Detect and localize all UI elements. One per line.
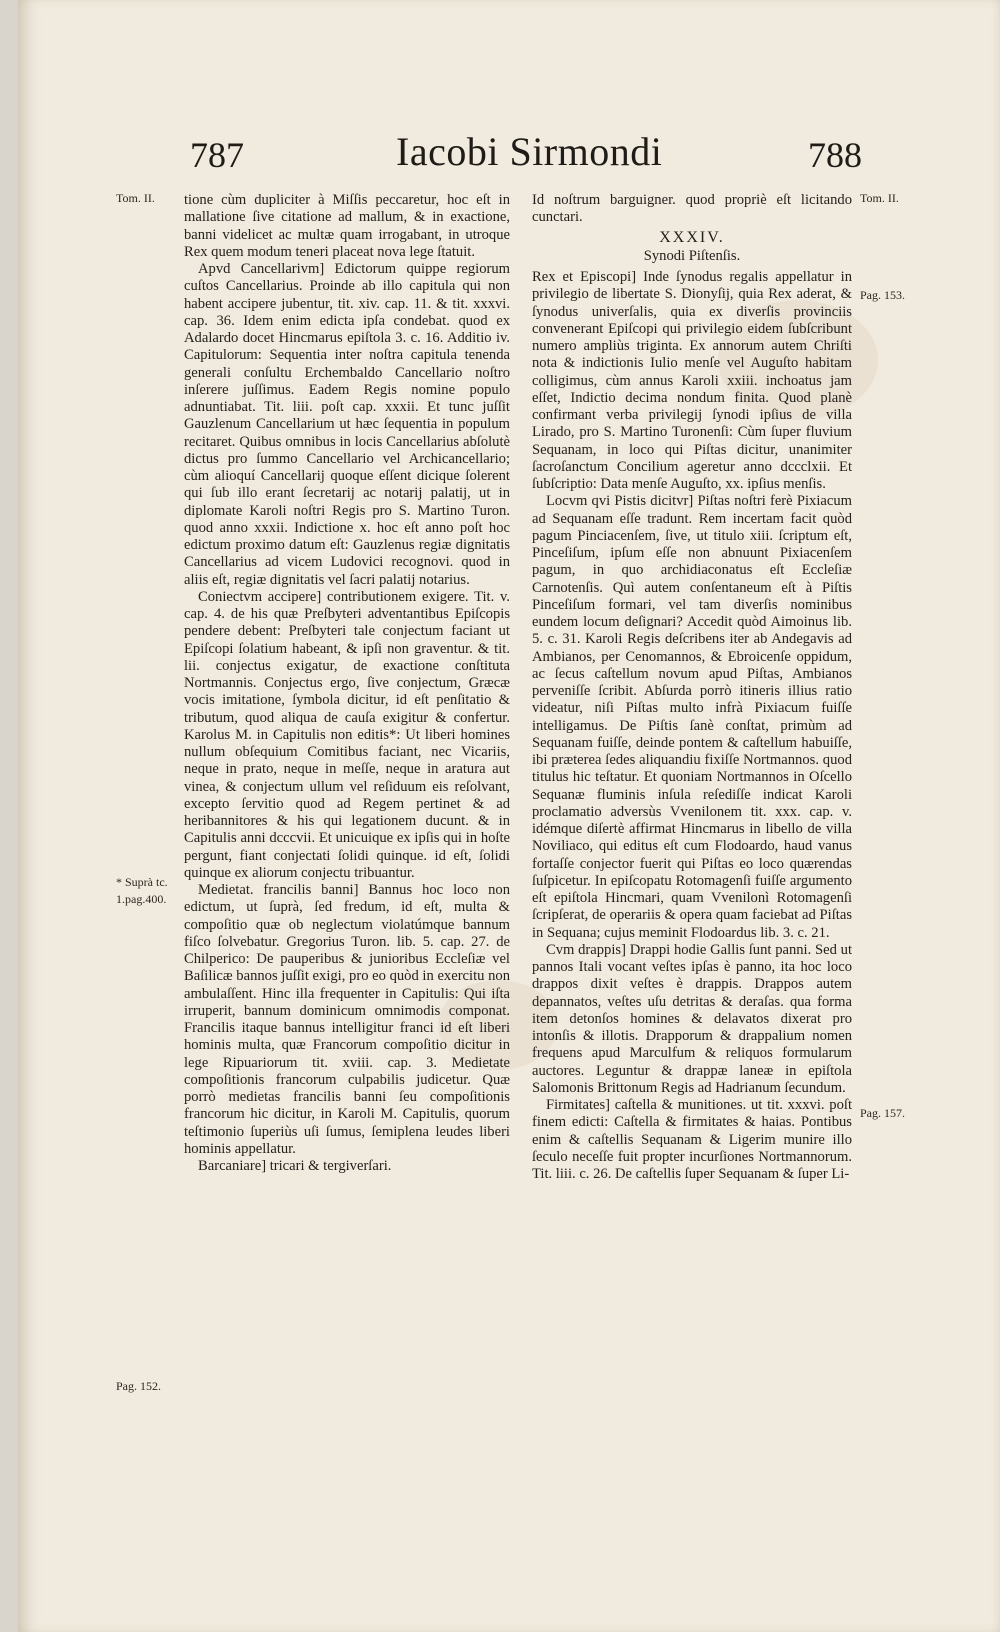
paragraph: Coniectvm accipere] contributionem exigere. Tit. v. cap. 4. de his quæ Preſbyteri adventantibus Epiſcopis pendere debent: Preſbyteri tale conjectum faciant ut Epiſcopi ſolatium habeant, & ipſi non graventur. & tit. lii. conjectus exigatur, de exactione conſtituta Nortmannis. Conjectus ergo, ſive conjectum, Græcæ vocis imitatione, ſymbola dicitur, id eſt penſitatio & tributum, quod aliqua de cauſa exigitur & confertur. Karolus M. in Capitulis non editis*: Ut liberi homines nullum obſequium Comitibus faciant, nec Vicariis, neque in prato, neque in meſſe, neque in aratura aut vinea, & conjectum ullum vel reſiduum eis reſolvant, excepto ſervitio quod ad Regem pertinet & ad heribannitores & his qui legationem ducunt. & in Capitulis anni dcccvii. Et unicuique ex ipſis qui in hoſte pergunt, fiant conjectati ſolidi quinque. id eſt, ſolidi quinque ex aliorum conjectu tribuantur.: [184, 588, 510, 881]
section-heading: Synodi Piſtenſis.: [643, 247, 741, 264]
left-text-column: [184, 192, 510, 1175]
paragraph: Barcaniare] tricari & tergiverſari.: [198, 1158, 392, 1174]
margin-note-tom-left: Tom. II.: [116, 191, 155, 205]
margin-note-supra-line2: 1.pag.400.: [116, 892, 167, 906]
margin-note-tom-right: Tom. II.: [860, 191, 899, 205]
section-number: XXXIV.: [659, 228, 725, 246]
right-text-column: [532, 192, 852, 1183]
margin-note-pag157: Pag. 157.: [860, 1106, 905, 1120]
margin-note-supra-line1: * Suprà tc.: [116, 875, 168, 889]
margin-note-pag153: Pag. 153.: [860, 288, 905, 302]
paragraph: Rex et Episcopi] Inde ſynodus regalis appellatur in privilegio de libertate S. Dionyſij, quia Rex aderat, & ſynodus univerſalis, quia ex diverſis provinciis convenerant Epiſcopi qui privilegio eidem ſubſcribunt numero ampliùs triginta. Ex annorum autem Chriſti nota & indictionis Iulio menſe vel Auguſto habitam colligimus, cùm annus Karoli xxiii. inchoatus jam eſſet, Indictio decima nondum finita. Quod planè confirmant verba privilegij ſynodi ipſius de villa Lirado, pro S. Martino Turonenſi: Cùm ſuper fluvium Sequanam, in loco qui Piſtas dicitur, unanimiter ſacroſanctum Concilium ageretur anno dccclxii. Et ſubſcriptio: Data menſe Auguſto, xx. ipſius menſis.: [532, 269, 852, 492]
paragraph: Locvm qvi Pistis dicitvr] Piſtas noſtri ferè Pixiacum ad Sequanam eſſe tradunt. Rem incertam facit quòd pagum Pinciacenſem, ſive, ut titulo xiii. ſcriptum eſt, Pinceſiſum, ipſum eſſe non abnuunt Pixiacenſem pagum, in quo archidiaconatus eſt Eccleſiæ Carnotenſis. Quì autem conſentaneum eſt à Piſtis Pinceſiſum formari, vel tam diverſis nominibus eundem locum deſignari? Accedit quòd Aimoinus lib. 5. c. 31. Karoli Regis deſcribens iter ab Andegavis ad Ambianos, per Cenomannos, & Ebroicenſe oppidum, ac ſecus caſtellum novum apud Piſtas, Ambianos perveniſſe ſcribit. Abſurda porrò itineris illius ratio videatur, niſi Piſtas multo infrà Pixiacum fuiſſe intelligamus. De Piſtis ſanè conſtat, primùm ad Sequanam fuiſſe, deinde pontem & caſtellum habuiſſe, ibi præterea ſedes aliquandiu fixiſſe Nortmannos. quod titulus hic teſtatur. Et quoniam Nortmannos in Oſcello Sequanæ fluminis inſula reſediſſe indicat Karoli proclamatio adversùs Vvenilonem tit. xxx. cap. v. idémque diſertè affirmat Hincmarus in libello de villa Noviliaco, qui editus eſt cum Flodoardo, haud vanus fortaſſe conjector fuerit qui Piſtas eo loco quærendas ſuſpicetur. In epiſcopatu Rotomagenſi fuiſſe argumento eſt epiſtola Hincmari, quam Vvenilonì Rotomagenſi ſcripſerat, de operariis & opera quam faciebat ad Piſtas in Sequana; cujus meminit Flodoardus lib. 3. c. 21.: [532, 493, 852, 941]
page-number-left: 787: [190, 135, 244, 175]
page-number-right: 788: [808, 135, 862, 175]
paragraph: Id noſtrum barguigner. quod propriè eſt licitando cunctari.: [532, 192, 852, 226]
paragraph: Cvm drappis] Drappi hodie Gallis ſunt panni. Sed ut pannos Itali vocant veſtes ipſas è panno, ita hoc loco drappos dixit veſtes è drappis. Drappos autem depannatos, veſtes uſu detritas & deraſas. qua forma item detonſos homines & delavatos dixerat pro intonſis & illotis. Drapporum & drappalium nomen frequens apud Marculfum & reliquos formularum auctores. Leguntur & drappæ laneæ in epiſtola Salomonis Brittonum Regis ad Hadrianum ſecundum.: [532, 941, 852, 1096]
paragraph: tione cùm dupliciter à Miſſis peccaretur, hoc eſt in mallatione ſive citatione ad mallum, & in exactione, banni videlicet ac multæ quam irrogabant, in utroque Rex quem modum teneri placeat nova lege ſtatuit.: [184, 192, 510, 260]
paragraph: Apvd Cancellarivm] Edictorum quippe regiorum cuſtos Cancellarius. Proinde ab illo capitula qui non habent accipere jubentur, tit. xiv. cap. 11. & tit. xxxvi. cap. 36. Idem enim edicta ipſa condebat. quod ex Adalardo docet Hincmarus epiſtola 3. c. 16. Additio iv. Capitulorum: Sequentia inter noſtra capitula tenenda generali conſultu Erchembaldo Cancellario noſtro inſerere juſſimus. Eadem Regis nomine populo adnuntiabat. Tit. liii. poſt cap. xxxii. Et tunc juſſit Gauzlenum Cancellarium ut hæc ſequentia in populum recitaret. Quibus omnibus in locis Cancellarius abſolutè dictus pro ſummo Cancellario vel Archicancellario; cùm alioquí Cancellarij quoque eſſent dicique ſolerent qui ſub illo erant ſecretarij ac notarij palatij, ut in diplomate Karoli noſtri Regis pro S. Martino Turon. quod anno xxxii. Indictione x. hoc eſt anno poſt hoc edictum proximo datum eſt: Gauzlenus regiæ dignitatis Cancellarius ad vicem Ludovici recognovi. quod in aliis eſt, regiæ dignitatis vel ſacri palatij notarius.: [184, 261, 510, 588]
paragraph: Medietat. francilis banni] Bannus hoc loco non edictum, ut ſuprà, ſed fredum, id eſt, multa & compoſitio quæ ob neglectum violatúmque bannum fiſco ſolvebatur. Gregorius Turon. lib. 5. cap. 27. de Chilperico: De pauperibus & junioribus Eccleſiæ vel Baſilicæ bannos juſſit exigi, pro eo quòd in exercitu non ambulaſſent. Hinc illa frequenter in Capitulis: Qui iſta irruperit, bannum dominicum omnimodis componat. Francilis itaque bannus intelligitur franci id eſt liberi hominis multa, quæ Francorum compoſitio dicitur in lege Ripuariorum tit. xviii. cap. 3. Medietate compoſitionis francorum culpabilis judicetur. Quæ porrò medietas francilis banni ſeu compoſitionis francorum hic dicitur, in Karoli M. Capitulis, quorum teſtimonio ſuperiùs uſi ſumus, ſemiplena leudes liberi hominis appellatur.: [184, 882, 510, 1157]
margin-note-pag152: Pag. 152.: [116, 1379, 161, 1393]
running-title: Iacobi Sirmondi: [396, 129, 663, 174]
page-header: [18, 128, 1000, 180]
paragraph: Firmitates] caſtella & munitiones. ut tit. xxxvi. poſt finem edicti: Caſtella & firmitates & haias. Pontibus enim & caſtellis Sequanam & Ligerim munire illo ſeculo neceſſe fuit propter incurſiones Nortmannorum. Tit. liii. c. 26. De caſtellis ſuper Sequanam & ſuper Li-: [532, 1097, 852, 1182]
book-page: [18, 0, 1000, 1632]
